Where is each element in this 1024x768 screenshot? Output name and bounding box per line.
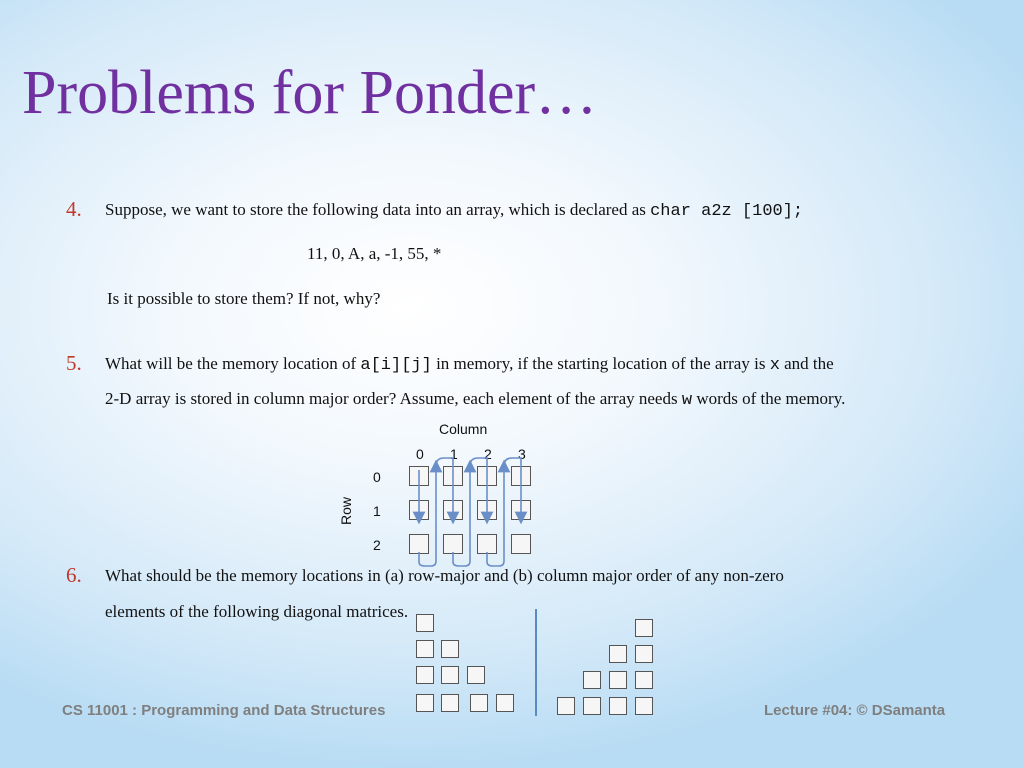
slide-title: Problems for Ponder… bbox=[22, 59, 598, 127]
wrap-arrow-2-3 bbox=[487, 466, 504, 566]
col-index-3: 3 bbox=[518, 446, 526, 462]
question-4-data: 11, 0, A, a, -1, 55, * bbox=[307, 244, 442, 263]
matrix-cell bbox=[470, 694, 488, 712]
matrix-cell bbox=[609, 671, 627, 689]
matrix-cell bbox=[635, 697, 653, 715]
wrap-arrow-0-1 bbox=[419, 466, 436, 566]
top-link-0-1 bbox=[436, 458, 453, 470]
row-axis-label: Row bbox=[338, 496, 354, 525]
question-5-line-1-c: and the bbox=[779, 354, 834, 373]
question-4-number: 4. bbox=[66, 197, 82, 221]
col-index-1: 1 bbox=[450, 446, 458, 462]
question-6-number: 6. bbox=[66, 563, 82, 587]
matrix-cell bbox=[441, 666, 459, 684]
question-4-question: Is it possible to store them? If not, why? bbox=[107, 289, 381, 308]
matrix-cell bbox=[441, 640, 459, 658]
question-5-line-1-b: in memory, if the starting location of the array is bbox=[431, 354, 770, 373]
question-6-line-1: What should be the memory locations in (a) row-major and (b) column major order of any non-zero bbox=[105, 566, 784, 585]
question-5-line-1-a: What will be the memory location of bbox=[105, 354, 361, 373]
matrix-cell bbox=[416, 640, 434, 658]
array-element-code: a[i][j] bbox=[360, 356, 432, 375]
matrix-cell bbox=[416, 666, 434, 684]
matrix-cell bbox=[635, 671, 653, 689]
top-link-1-2 bbox=[470, 458, 487, 470]
footer-lecture: Lecture #04: © DSamanta bbox=[764, 702, 946, 719]
top-link-2-3 bbox=[504, 458, 521, 470]
question-6-line-2: elements of the following diagonal matrices. bbox=[105, 602, 409, 621]
matrix-cell bbox=[416, 614, 434, 632]
footer-course: CS 11001 : Programming and Data Structures bbox=[62, 702, 386, 719]
row-index-1: 1 bbox=[373, 503, 381, 519]
matrix-cell bbox=[609, 697, 627, 715]
question-5-line-2-b: words of the memory. bbox=[692, 389, 846, 408]
array-declaration-code: char a2z [100]; bbox=[650, 202, 804, 221]
wrap-arrow-1-2 bbox=[453, 466, 470, 566]
matrix-cell bbox=[467, 666, 485, 684]
col-index-0: 0 bbox=[416, 446, 424, 462]
matrix-cell bbox=[416, 694, 434, 712]
matrix-cell bbox=[583, 671, 601, 689]
matrix-cell bbox=[609, 645, 627, 663]
col-index-2: 2 bbox=[484, 446, 492, 462]
matrix-cell bbox=[635, 619, 653, 637]
matrix-cell bbox=[635, 645, 653, 663]
matrix-cell bbox=[583, 697, 601, 715]
question-5-line-2-a: 2-D array is stored in column major order? Assume, each element of the array needs bbox=[105, 389, 682, 408]
column-axis-label: Column bbox=[439, 421, 488, 437]
matrix-cell bbox=[496, 694, 514, 712]
matrix-cell bbox=[441, 694, 459, 712]
question-4-prompt: Suppose, we want to store the following data into an array, which is declared as bbox=[105, 200, 651, 219]
row-index-0: 0 bbox=[373, 469, 381, 485]
row-index-2: 2 bbox=[373, 537, 381, 553]
question-5-number: 5. bbox=[66, 351, 82, 375]
start-location-var: x bbox=[769, 356, 780, 375]
matrix-divider bbox=[535, 609, 537, 716]
word-size-var: w bbox=[681, 391, 693, 410]
matrix-cell bbox=[557, 697, 575, 715]
